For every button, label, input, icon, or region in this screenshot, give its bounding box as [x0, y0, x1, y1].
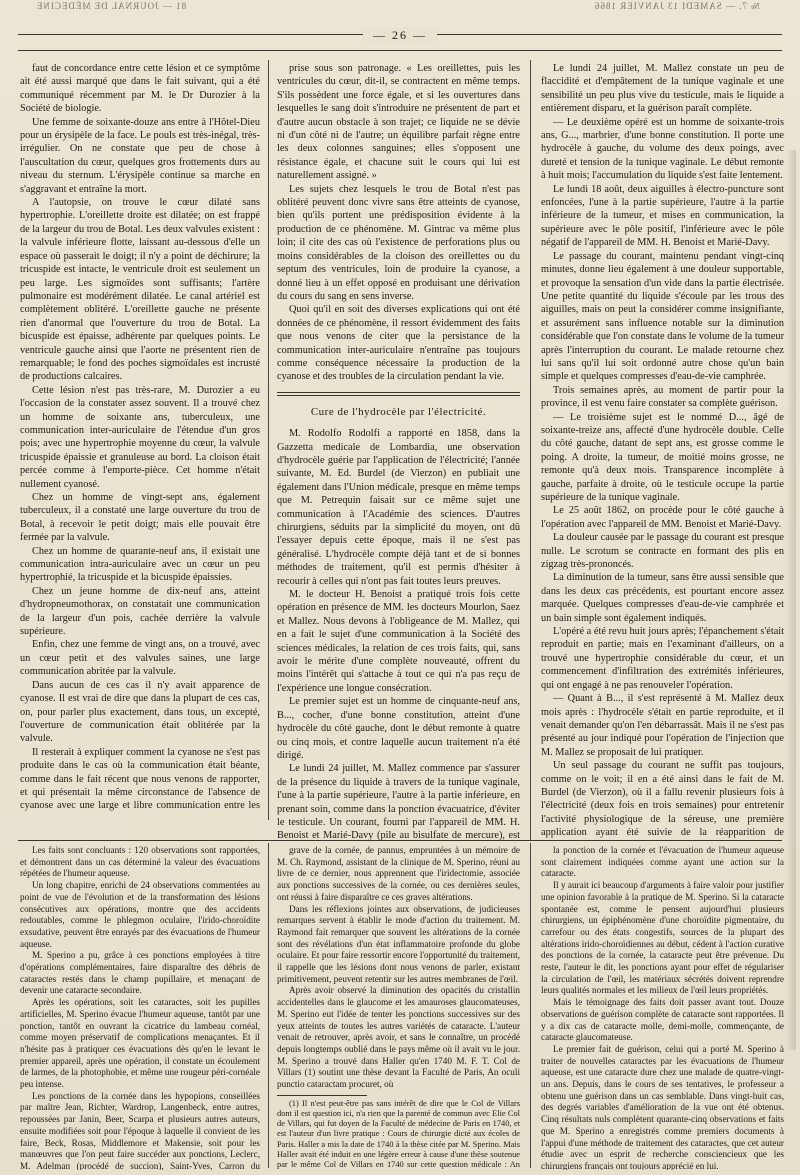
section-title: Cure de l'hydrocèle par l'électricité.: [310, 405, 487, 418]
paragraph: Les sujets chez lesquels le trou de Botal n'est pas oblitéré peuvent donc vivre sans être atteints de cyanose, bien qu'ils portent une prédisposition évidente à la production de ce phénomène. M. Gintrac va même plus loin; il cite des cas où l'existence de perforations plus ou moins considérables de la cloison des oreillettes ou du septum des ventricules, loin de produire la cyanose, a donné lieu à un effet opposé en produisant une dérivation du cours du sang en sens inverse.: [277, 183, 520, 302]
paragraph: Le premier fait de guérison, celui qui a porté M. Sperino à traiter de nouvelles cataractes par les évacuations de l'humeur aqueuse, est une cataracte dure chez une malade de quatre-vingt-un ans. Depuis, dans le cours de ses tentatives, le professeur a obtenu une guérison dans un cas semblable. Dans vingt-huit cas, des degrés variables d'amélioration de la vue ont été obtenus. Cinq résultats nuls complètent quarante-cinq observations et faits que M. Sperino a enregistrés comme premiers documents à l'appui d'une méthode de traitement des cataractes, que cet auteur étudie avec un esprit de recherche consciencieux que les chirurgiens français ont toujours apprécié en lui.: [541, 1043, 784, 1170]
paragraph: Les ponctions de la cornée dans les hypopions, conseillées par maître Jean, Richter, Wardrop, Langenbeck, entre autres, repoussées par Janin, Beer, Scarpa et plusieurs autres auteurs, ensuite modifiées soit pour l'époque à laquelle il convient de les faire, Beck, Rosas, Middlemore et Makensie, soit pour les manœuvres que l'on peut faire succéder aux ponctions, Leclerc, M. Adelman (procédé de succion), Saint-Yves, Carron du: [20, 1090, 260, 1170]
paragraph: La douleur causée par le passage du courant est presque nulle. Le scrotum se contracte en formant des plis en zigzag très-prononcés.: [541, 532, 784, 571]
page-header: [18, 14, 782, 51]
paragraph: Le lundi 24 juillet, M. Mallez constate un peu de flaccidité et d'empâtement de la tunique vaginale et une sensibilité un peu plus vive du testicule, mais le liquide a entièrement disparu, et la guérison paraît complète.: [541, 63, 784, 115]
paragraph: Le lundi 24 juillet, M. Mallez commence par s'assurer de la présence du liquide à travers de la tunique vaginale, l'une à la partie supérieure, l'autre à la partie inférieure, en prenant soin, comme dans la ponction évacuatrice, d'éviter le testicule. Un courant, fourni par l'appareil de MM. H. Benoist et Marié-Davy (pile au bisulfate de mercure), est: [277, 763, 520, 842]
paragraph: Après les opérations, soit les cataractes, soit les pupilles artificielles, M. Sperino évacue l'humeur aqueuse, tantôt par une ponction, tantôt en ouvrant la cicatrice du lambeau cornéal, comme moyen préservatif de complications menaçantes. Et il n'hésite pas à pratiquer ces évacuations dès qu'en le levant le premier appareil, après une opération, il constate un écoulement de larmes, de la photophobie, et même une rougeur péri-cornéale peu intense.: [20, 997, 260, 1090]
bottom-column-3: [541, 845, 784, 1170]
paragraph: Il y aurait ici beaucoup d'arguments à faire valoir pour justifier une opinion favorable à la pratique de M. Sperino. Si la cataracte spontanée est, comme le pensent aujourd'hui plusieurs chirurgiens, un épiphénomène d'une choroïdite pigmentaire, du carrefour ou des états congestifs, sources de la plupart des altérations irido-choroïdiennes au début, cédent à l'action curative des ponctions de la cornée, la cataracte peut être prévenue. Du reste, l'auteur le dit, les ponctions ayant pour effet de régulariser la circulation de l'œil, les matériaux sécrétés doivent reprendre leurs qualités normales et les milieux de l'œil leurs propriétés.: [541, 880, 784, 996]
paragraph: Le 25 août 1862, on procède pour le côté gauche à l'opération avec l'appareil de MM. Benoist et Marié-Davy.: [541, 505, 784, 530]
page-edge-shadow: [786, 150, 796, 1050]
section-rule: [277, 392, 520, 393]
paragraph: Dans aucun de ces cas il n'y avait apparence de cyanose. Il est vrai de dire que dans la plupart de ces cas, on, pour parler plus exactement, dans tous, un excepté, l'ouverture de communication était oblitérée par la valvule.: [20, 679, 260, 745]
bottom-column-1: [20, 845, 260, 1170]
paragraph: Dans les réflexions jointes aux observations, de judicieuses remarques servent à établir le mode d'action du traitement. M. Raymond fait remarquer que souvent les altérations de la cornée sont des révélations d'un état inflammatoire profonde du globe oculaire. Et pour faire ressortir encore l'opportunité du traitement, il rappelle que les lésions dont nous venons de parler, existant primitivement, peuvent retentir sur les autres membranes de l'œil.: [277, 903, 520, 984]
column-divider: [530, 843, 531, 1168]
paragraph: Le premier sujet est un homme de cinquante-neuf ans, B..., cocher, d'une bonne constitution, atteint d'une hydrocèle du côté gauche, dont le début remonte à quatre ou cinq mois, et contre laquelle aucun traitement n'a été dirigé.: [277, 696, 520, 761]
paragraph: prise sous son patronage. « Les oreillettes, puis les ventricules du cœur, dit-il, se contractent en même temps. S'ils possèdent une force égale, et si les ouvertures dans lesquelles le sang doit s'introduire ne présentent de part et d'autre aucun obstacle à son trajet; ce liquide ne se dévie ni d'un côté ni de l'autre; un équilibre parfait règne entre les deux colonnes sanguines; elles s'opposent une résistance égale, et chacune suit le cours qui lui est naturellement assigné. »: [277, 63, 520, 182]
paragraph: La diminution de la tumeur, sans être aussi sensible que dans les deux cas précédents, est pourtant encore assez marquée. Quelques compresses d'eau-de-vie camphrée et un bain simple sont également indiqués.: [541, 572, 784, 624]
paragraph: Un long chapitre, enrichi de 24 observations commentées au point de vue de l'évolution et de la transformation des lésions consécutives aux opérations, montre que des accidents redoutables, comme le phlegmon oculaire, l'irido-choroïdite exsudative, peuvent être enrayés par des évacuations de l'humeur aqueuse.: [20, 880, 260, 949]
paragraph: Trois semaines après, au moment de partir pour la province, il est venu faire constater sa complète guérison.: [541, 384, 784, 410]
paragraph: Après avoir observé la diminution des opacités du cristallin accidentelles dans le glaucome et les amauroses glaucomateuses, M. Sperino eut l'idée de tenter les ponctions successives sur des yeux atteints de toutes les autres variétés de cataracte. L'auteur venait de retrouver, après avoir, et sans le connaître, un procédé depuis longtemps oublié dans le pays même où il avait vu le jour. M. Sperino a trouvé dans Haller qu'en 1740 M. F. T. Col de Villars (1) soutint une thèse devant la Faculté de Paris, An oculi punctio cataractam procuret, où: [277, 985, 520, 1090]
paragraph: Chez un jeune homme de dix-neuf ans, atteint d'hydropneumothorax, on constatait une communication de la largeur d'un pois, cachée derrière la valvule supérieure.: [20, 585, 260, 638]
paragraph: M. Sperino a pu, grâce à ces ponctions employées à titre d'opérations complémentaires, faire disparaître des débris de cataractes restés dans le champ pupillaire, et menaçant de devenir une cataracte secondaire.: [20, 950, 260, 996]
column-1: [20, 62, 260, 812]
paragraph: Quoi qu'il en soit des diverses explications qui ont été données de ce phénomène, il ressort évidemment des faits que nous venons de citer que la persistance de la communication inter-auriculaire n'entraîne pas toujours comme conséquence nécessaire la production de la cyanose et des troubles de la circulation pendant la vie.: [277, 304, 520, 383]
paragraph: la ponction de la cornée et l'évacuation de l'humeur aqueuse sont clairement indiquées comme ayant une action sur la cataracte.: [541, 845, 784, 879]
paragraph: Enfin, chez une femme de vingt ans, on a trouvé, avec un cœur petit et des valvules saines, une large communication abritée par la valvule.: [20, 639, 260, 678]
paragraph: M. Rodolfo Rodolfi a rapporté en 1858, dans la Gazzetta medicale de Lombardia, une observation d'hydrocèle guérie par l'application de l'électricité; l'année suivante, M. Ed. Burdel (de Vierzon) en publiait une également dans l'Union médicale, presque en même temps que M. Petrequin faisait sur ce même sujet une communication à l'Académie des sciences. D'autres chirurgiens, séduits par la simplicité du moyen, ont dû l'essayer depuis cette époque, mais il ne s'est pas généralisé. L'hydrocèle compte déjà tant et de si bonnes méthodes de traitement, qu'il est permis d'hésiter à recourir à celles qui n'ont pas fait toutes leurs preuves.: [277, 428, 520, 587]
paragraph: M. le docteur H. Benoist a pratiqué trois fois cette opération en présence de MM. les docteurs Mourlon, Saez et Mallez. Nous devons à l'obligeance de M. Mallez, qui en a fait le sujet d'une communication à la Société des sciences médicales, la relation de ces trois faits, qui, sans avoir le mérite d'une complète nouveauté, offrent du moins l'intérêt qui s'attache à tout ce qui n'a pas reçu de l'expérience une longue consécration.: [277, 589, 520, 694]
paragraph: — Le troisième sujet est le nommé D..., âgé de soixante-treize ans, affecté d'une hydrocèle double. Celle du côté gauche, datant de sept ans, est grosse comme le poing. A droite, la tumeur, de moitié moins grosse, ne remonte qu'à deux mois. Transparence incomplète à gauche, parfaite à droite, où le testicule occupe la partie supérieure de la tunique vaginale.: [541, 411, 784, 503]
paragraph: Le passage du courant, maintenu pendant vingt-cinq minutes, donne lieu également à une douleur supportable, et provoque la sensation d'un vide dans la partie électrisée. Une petite quantité du liquide s'écoule par les trous des aiguilles, mais on peut la considérer comme insignifiante, et assurément sans influence notable sur la diminution considérable que l'on constate dans le volume de la tumeur après l'interruption du courant. Le malade retourne chez lui sans qu'il lui soit ordonné autre chose qu'un bain simple et quelques compresses d'eau-de-vie camphrée.: [541, 250, 784, 383]
paragraph: faut de concordance entre cette lésion et ce symptôme ait été aussi marqué que dans le fait suivant, qui a été communiqué récemment par M. le Dr Durozier à la Société de biologie.: [20, 63, 260, 115]
paragraph: Il resterait à expliquer comment la cyanose ne s'est pas produite dans le cas où la communication était béante, comme dans le fait récent que nous venons de rapporter, et qui présentait la même circonstance de l'absence de cyanose avec une large et libre communication entre les: [20, 746, 260, 812]
paragraph: Chez un homme de vingt-sept ans, également tuberculeux, il a constaté une large ouverture du trou de Botal, à recevoir le petit doigt; mais elle pouvait être fermée par la valvule.: [20, 492, 260, 544]
paragraph: L'opéré a été revu huit jours après; l'épanchement s'était reproduit en partie; mais en l'examinant d'ailleurs, on a trouvé une hypertrophie considérable du cœur, et un commencement d'infiltration des extrémités inférieures, qui ont engagé à ne pas renouveler l'opération.: [541, 626, 784, 691]
paragraph: Chez un homme de quarante-neuf ans, il existait une communication intra-auriculaire avec un cœur un peu hypertrophié, la tricuspide et la bicuspide épaissies.: [20, 545, 260, 584]
footnote: (1) Il n'est peut-être pas sans intérêt de dire que le Col de Villars dont il est question ici, n'a rien que la parenté de commun avec Elie Col de Villars, qui fut doyen de la Faculté de médecine de Paris en 1740, et est l'auteur d'un livre pratique : Cours de chirurgie dicté aux écoles de Paris. Haller a mis la date de 1740 à la thèse citée par M. Sperino. Mais Haller avait été induit en une légère erreur à cause d'une thèse soutenue par le même Col de Villars en 1740 sur cette question médicale : An: [277, 1098, 520, 1169]
bleed-through-text-right: № 7. — SAMEDI 13 JANVIER 1866: [594, 1, 760, 11]
bottom-column-2: [277, 845, 520, 1170]
paragraph: Cette lésion n'est pas très-rare, M. Durozier a eu l'occasion de la constater assez souvent. Il a trouvé chez un homme de soixante ans, tuberculeux, une communication inter-auriculaire de l'étendue d'un gros pois; avec une hypertrophie moyenne du cœur, la valvule tricuspide épaissie et granuleuse au bord. La cloison était percée comme à l'emporte-pièce. Cet homme n'était nullement cyanosé.: [20, 384, 260, 490]
page-number: — 26 —: [18, 28, 782, 43]
paragraph: — Quant à B..., il s'est représenté à M. Mallez deux mois après : l'hydrocèle s'était en partie reproduite, et il venait demander qu'on l'en débarrassât. Mais il ne s'est pas présenté au jour indiqué pour l'opération de l'injection que M. Mallez se proposait de lui pratiquer.: [541, 693, 784, 758]
column-divider: [268, 60, 269, 820]
bleed-through-text-left: 81 — JOURNAL DE MÉDECINE: [36, 1, 187, 11]
paragraph: Le lundi 18 août, deux aiguilles à électro-puncture sont enfoncées, l'une à la partie supérieure, l'autre à la partie inférieure de la tumeur, et mises en communication, la supérieure avec le pôle positif, l'inférieure avec le pôle négatif de l'appareil de MM. H. Benoist et Marié-Davy.: [541, 183, 784, 249]
horizontal-divider: [18, 840, 782, 841]
column-2: [277, 62, 520, 842]
paragraph: — Le deuxième opéré est un homme de soixante-trois ans, G..., marbrier, d'une bonne constitution. Il porte une hydrocèle à gauche, du volume des deux poings, avec dureté et tension de la tunique vaginale. Le début remonte à huit mois; l'accumulation du liquide s'est faite lentement.: [541, 116, 784, 182]
column-divider: [530, 60, 531, 840]
column-3: [541, 62, 784, 842]
paragraph: Les faits sont concluants : 120 observations sont rapportées, et démontrent dans un cas déterminé la valeur des évacuations répétées de l'humeur aqueuse.: [20, 845, 260, 879]
paragraph: A l'autopsie, on trouve le cœur dilaté sans hypertrophie. L'oreillette droite est dilatée; on est frappé de la largeur du trou de Botal. Les deux valvules existent : la valvule inférieure flotte, laissant au-dessous d'elle un espace où passerait le doigt; il n'y a point de déchirure; la tricuspide est intacte, le ventricule droit est seulement un peu large. Les sigmoïdes sont suffisants; l'artère pulmonaire est modérément dilatée. Le canal artériel est complètement oblitéré. L'oreillette gauche ne présente rien d'anormal que l'ouverture du trou de Botal. La bicuspide est épaisse, adhérente par quelques points. Le ventricule gauche ainsi que l'aorte ne présentent rien de remarquable; le fond des poches sigmoïdales est incrusté de productions calcaires.: [20, 197, 260, 383]
paragraph: Un seul passage du courant ne suffit pas toujours, comme on le voit; il en a été ainsi dans le fait de M. Burdel (de Vierzon), où il a fallu revenir plusieurs fois à l'électricité (deux fois en trois semaines) pour entretenir l'activité physiologique de la séreuse, une première application ayant été suivie de la réapparition de: [541, 760, 784, 839]
footnote-rule: [277, 1095, 367, 1096]
paragraph: Mais le témoignage des faits doit passer avant tout. Douze observations de guérison complète de cataracte sont rapportées. Il y a dix cas de cataracte molle, demi-molle, commençante, de cataracte glaucomateuse.: [541, 997, 784, 1043]
paragraph: grave de la cornée, de pannus, empruntées à un mémoire de M. Ch. Raymond, assistant de la clinique de M. Sperino, réuni au livre de ce dernier, nous apprennent que l'iridectomie, associée aux ponctions successives de la cornée, ou ces dernières seules, ont réussi à faire disparaître ce ces graves altérations.: [277, 845, 520, 902]
paragraph: Une femme de soixante-douze ans entre à l'Hôtel-Dieu pour un érysipèle de la face. Le pouls est très-inégal, très-irrégulier. On ne constate que peu de chose à l'auscultation du cœur, quelques gros frottements durs au niveau du sternum. L'érysipèle continue sa marche en s'aggravant et entraîne la mort.: [20, 116, 260, 195]
section-rule: [277, 395, 520, 396]
column-divider: [268, 843, 269, 1168]
